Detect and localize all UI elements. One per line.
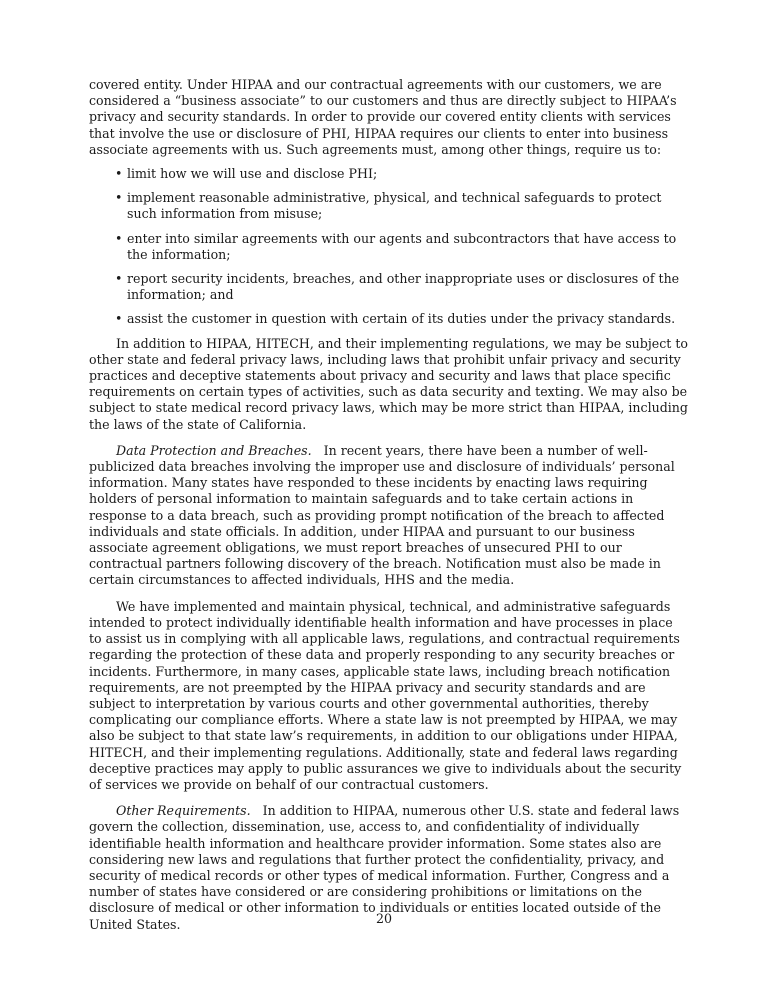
safeguards-paragraph: We have implemented and maintain physical, technical, and administrative safeguards intended to protect individually identifiable health information and have processes in place to assist us in complying with all applicable laws, regulations, and contractual requirements regarding the protection of these data and properly responding to any security breaches or incidents. Furthermore, in many cases, applicable state laws, including breach notification requirements, are not preempted by the HIPAA privacy and security standards and are subject to interpretation by various courts and other governmental authorities, thereby complicating our compliance efforts. Where a state law is not preempted by HIPAA, we may also be subject to that state law’s requirements, in addition to our obligations under HIPAA, HITECH, and their implementing regulations. Additionally, state and federal laws regarding deceptive practices may apply to public assurances we give to individuals about the security of services we provide on behalf of our contractual customers. (89, 598, 682, 792)
list-item-text: implement reasonable administrative, physical, and technical safeguards to protect such information from misuse; (127, 190, 662, 222)
list-item (89, 166, 689, 182)
intro-paragraph: covered entity. Under HIPAA and our contractual agreements with our customers, we are considered a “business associate” to our customers and thus are directly subject to HIPAA’s privacy and security standards. In order to provide our covered entity clients with services that involve the use or disclosure of PHI, HIPAA requires our clients to enter into business associate agreements with us. Such agreements must, among other things, require us to: (89, 77, 677, 157)
list-item-text: report security incidents, breaches, and other inappropriate uses or disclosures of the information; and (127, 271, 680, 303)
document-page (89, 77, 689, 933)
list-item-text: limit how we will use and disclose PHI; (127, 166, 378, 182)
list-item-text: enter into similar agreements with our agents and subcontractors that have access to the information; (127, 230, 677, 262)
bullet-icon: • (115, 311, 123, 327)
state-laws-paragraph: In addition to HIPAA, HITECH, and their implementing regulations, we may be subject to other state and federal privacy laws, including laws that prohibit unfair privacy and security practices and deceptive statements about privacy and security and laws that place specific requirements on certain types of activities, such as data security and texting. We may also be subject to state medical record privacy laws, which may be more strict than HIPAA, including the laws of the state of California. (89, 335, 688, 432)
list-item (89, 231, 689, 263)
bullet-icon: • (115, 166, 123, 182)
list-item (89, 311, 689, 327)
bullet-icon: • (115, 230, 123, 246)
data-protection-heading: Data Protection and Breaches. (116, 442, 312, 458)
requirements-list (89, 166, 689, 328)
list-item-text: assist the customer in question with certain of its duties under the privacy standards. (127, 311, 676, 327)
list-item (89, 190, 689, 222)
other-requirements-heading: Other Requirements. (116, 803, 251, 819)
bullet-icon: • (115, 271, 123, 287)
other-requirements-body: In addition to HIPAA, numerous other U.S. state and federal laws govern the collection, dissemination, use, access to, and confidentiality of individually identifiable health information and healthcare provider information. Some states also are considering new laws and regulations that further protect the confidentiality, privacy, and security of medical records or other types of medical information. Further, Congress and a number of states have considered or are considering prohibitions or limitations on the disclosure of medical or other information to individuals or entities located outside of the United States. (89, 803, 680, 932)
data-protection-paragraph (89, 443, 689, 589)
page-number: 20 (375, 911, 393, 926)
list-item (89, 271, 689, 303)
data-protection-body: In recent years, there have been a number of well-publicized data breaches involving the improper use and disclosure of individuals’ personal information. Many states have responded to these incidents by enacting laws requiring holders of personal information to maintain safeguards and to take certain actions in response to a data breach, such as providing prompt notification of the breach to affected individuals and state officials. In addition, under HIPAA and pursuant to our business associate agreement obligations, we must report breaches of unsecured PHI to our contractual partners following discovery of the breach. Notification must also be made in certain circumstances to affected individuals, HHS and the media. (89, 442, 675, 588)
bullet-icon: • (115, 190, 123, 206)
